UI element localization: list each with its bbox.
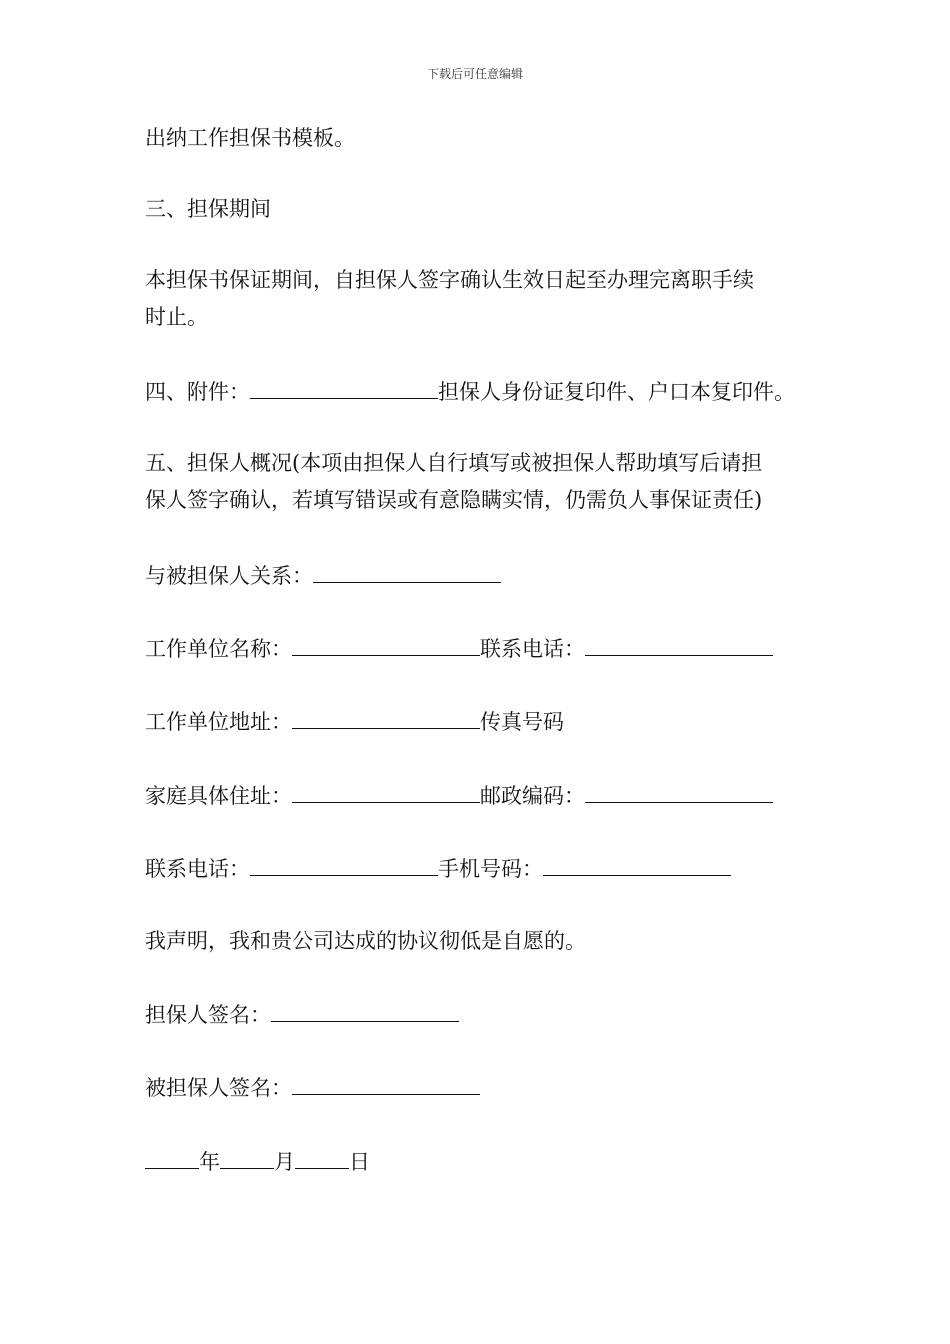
home-address-blank[interactable] <box>292 782 480 803</box>
relation-row <box>145 562 501 588</box>
work-address-blank[interactable] <box>292 708 480 729</box>
guaranteed-sign-row <box>145 1074 480 1100</box>
work-name-row <box>145 635 773 661</box>
section-5-heading <box>145 445 815 519</box>
page-header: 下载后可任意编辑 <box>426 67 523 81</box>
guarantor-sign-row <box>145 1001 459 1027</box>
work-name-label: 工作单位名称： <box>145 637 292 661</box>
home-address-row <box>145 782 773 808</box>
fax-label: 传真号码 <box>480 710 564 734</box>
contact-phone-label: 联系电话： <box>480 637 585 661</box>
section-3-body-line-2: 时止。 <box>145 305 208 329</box>
postal-label: 邮政编码： <box>480 784 585 808</box>
section-4-label: 四、附件： <box>145 380 250 404</box>
home-address-label: 家庭具体住址： <box>145 784 292 808</box>
guarantor-sign-label: 担保人签名： <box>145 1003 271 1027</box>
section-4-attachment <box>145 378 795 404</box>
contact-phone-blank-2[interactable] <box>250 855 438 876</box>
work-address-row <box>145 708 564 734</box>
day-label: 日 <box>349 1150 370 1174</box>
relation-label: 与被担保人关系： <box>145 564 313 588</box>
mobile-blank[interactable] <box>543 855 731 876</box>
attachment-blank[interactable] <box>250 378 438 399</box>
month-blank[interactable] <box>220 1148 274 1169</box>
day-blank[interactable] <box>295 1148 349 1169</box>
guarantor-sign-blank[interactable] <box>271 1001 459 1022</box>
section-5-line-1: 五、担保人概况(本项由担保人自行填写或被担保人帮助填写后请担 <box>145 451 763 475</box>
contact-phone-label-2: 联系电话： <box>145 857 250 881</box>
contact-phone-blank[interactable] <box>585 635 773 656</box>
work-name-blank[interactable] <box>292 635 480 656</box>
section-4-after: 担保人身份证复印件、户口本复印件。 <box>438 380 795 404</box>
year-label: 年 <box>199 1150 220 1174</box>
guaranteed-sign-blank[interactable] <box>292 1074 480 1095</box>
month-label: 月 <box>274 1150 295 1174</box>
section-3-heading: 三、担保期间 <box>145 197 271 221</box>
section-3-body-line-1: 本担保书保证期间，自担保人签字确认生效日起至办理完离职手续 <box>145 268 754 292</box>
intro-line: 出纳工作担保书模板。 <box>145 126 355 150</box>
postal-blank[interactable] <box>585 782 773 803</box>
section-5-line-2: 保人签字确认，若填写错误或有意隐瞒实情，仍需负人事保证责任) <box>145 488 763 512</box>
work-address-label: 工作单位地址： <box>145 710 292 734</box>
guaranteed-sign-label: 被担保人签名： <box>145 1076 292 1100</box>
date-row <box>145 1148 370 1174</box>
section-3-body <box>145 262 815 336</box>
declaration: 我声明，我和贵公司达成的协议彻低是自愿的。 <box>145 929 586 953</box>
relation-blank[interactable] <box>313 562 501 583</box>
year-blank[interactable] <box>145 1148 199 1169</box>
mobile-label: 手机号码： <box>438 857 543 881</box>
phone-row <box>145 855 731 881</box>
